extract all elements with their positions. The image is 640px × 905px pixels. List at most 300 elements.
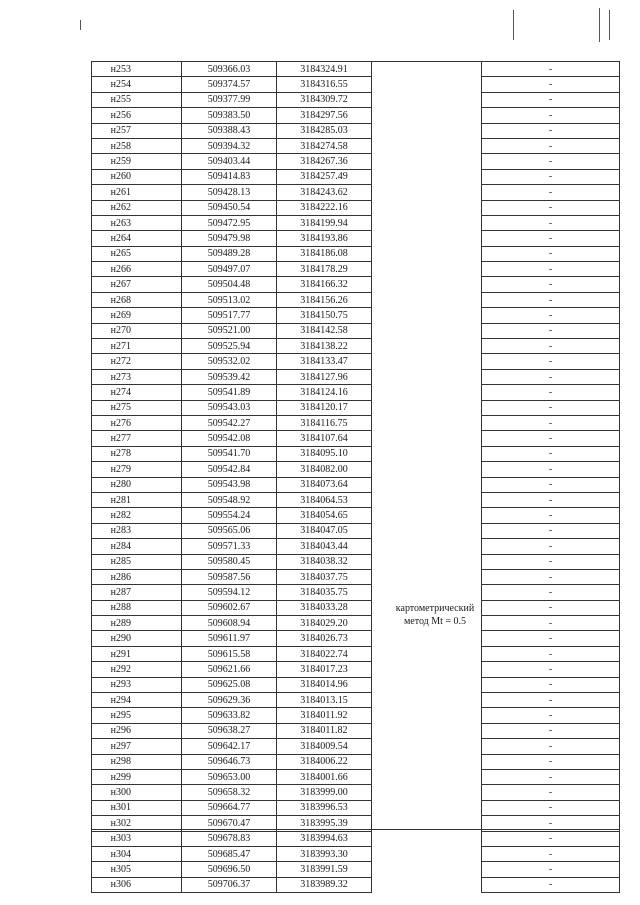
accuracy-cell: - [482,308,620,323]
table-row [92,877,620,892]
point-number-cell: н268 [92,292,182,307]
method-cell [372,354,482,369]
accuracy-cell: - [482,677,620,692]
method-cell [372,846,482,861]
method-cell [372,662,482,677]
method-cell [372,877,482,892]
method-cell [372,200,482,215]
y-coordinate-cell: 3184178.29 [277,262,372,277]
point-number-cell: н281 [92,492,182,507]
y-coordinate-cell: 3184047.05 [277,523,372,538]
x-coordinate-cell: 509670.47 [182,816,277,831]
method-cell [372,693,482,708]
method-cell [372,862,482,877]
method-note-line-2: метод Mt = 0.5 [403,616,467,627]
x-coordinate-cell: 509374.57 [182,77,277,92]
table-row [92,154,620,169]
point-number-cell: н272 [92,354,182,369]
method-cell [372,308,482,323]
table-row [92,339,620,354]
accuracy-cell: - [482,354,620,369]
y-coordinate-cell: 3184073.64 [277,477,372,492]
accuracy-cell: - [482,800,620,815]
point-number-cell: н303 [92,831,182,846]
table-row [92,585,620,600]
y-coordinate-cell: 3184324.91 [277,62,372,77]
method-cell [372,646,482,661]
method-cell [372,277,482,292]
x-coordinate-cell: 509685.47 [182,846,277,861]
x-coordinate-cell: 509479.98 [182,231,277,246]
table-row [92,246,620,261]
x-coordinate-cell: 509541.89 [182,385,277,400]
y-coordinate-cell: 3184026.73 [277,631,372,646]
accuracy-cell: - [482,385,620,400]
scan-mark-left [80,20,81,30]
point-number-cell: н257 [92,123,182,138]
y-coordinate-cell: 3184043.44 [277,539,372,554]
accuracy-cell: - [482,215,620,230]
point-number-cell: н302 [92,816,182,831]
y-coordinate-cell: 3184133.47 [277,354,372,369]
x-coordinate-cell: 509678.83 [182,831,277,846]
point-number-cell: н262 [92,200,182,215]
accuracy-cell: - [482,723,620,738]
point-number-cell: н301 [92,800,182,815]
x-coordinate-cell: 509497.07 [182,262,277,277]
y-coordinate-cell: 3183999.00 [277,785,372,800]
method-cell [372,246,482,261]
accuracy-cell: - [482,877,620,892]
y-coordinate-cell: 3183989.32 [277,877,372,892]
table-row [92,77,620,92]
method-cell [372,385,482,400]
accuracy-cell: - [482,616,620,631]
method-cell [372,723,482,738]
coordinates-table-body [92,62,620,893]
method-cell [372,539,482,554]
x-coordinate-cell: 509696.50 [182,862,277,877]
method-cell [372,769,482,784]
y-coordinate-cell: 3184297.56 [277,108,372,123]
point-number-cell: н292 [92,662,182,677]
y-coordinate-cell: 3184274.58 [277,138,372,153]
table-row [92,846,620,861]
method-cell [372,185,482,200]
x-coordinate-cell: 509539.42 [182,369,277,384]
point-number-cell: н273 [92,369,182,384]
table-row [92,616,620,631]
scan-mark-top-right-2 [599,8,600,42]
x-coordinate-cell: 509642.17 [182,739,277,754]
table-row [92,662,620,677]
point-number-cell: н264 [92,231,182,246]
y-coordinate-cell: 3184309.72 [277,92,372,107]
point-number-cell: н291 [92,646,182,661]
table-row [92,108,620,123]
point-number-cell: н267 [92,277,182,292]
accuracy-cell: - [482,323,620,338]
y-coordinate-cell: 3184017.23 [277,662,372,677]
method-cell [372,400,482,415]
table-row [92,508,620,523]
method-cell [372,292,482,307]
accuracy-cell: - [482,769,620,784]
x-coordinate-cell: 509554.24 [182,508,277,523]
y-coordinate-cell: 3184222.16 [277,200,372,215]
scan-mark-top-right-1 [513,10,514,40]
x-coordinate-cell: 509542.08 [182,431,277,446]
y-coordinate-cell: 3184138.22 [277,339,372,354]
x-coordinate-cell: 509394.32 [182,138,277,153]
x-coordinate-cell: 509377.99 [182,92,277,107]
point-number-cell: н293 [92,677,182,692]
accuracy-cell: - [482,646,620,661]
x-coordinate-cell: 509450.54 [182,200,277,215]
table-row [92,431,620,446]
coordinates-table [91,61,620,893]
accuracy-cell: - [482,816,620,831]
point-number-cell: н259 [92,154,182,169]
x-coordinate-cell: 509541.70 [182,446,277,461]
accuracy-cell: - [482,539,620,554]
x-coordinate-cell: 509517.77 [182,308,277,323]
method-cell [372,446,482,461]
accuracy-cell: - [482,62,620,77]
method-cell [372,92,482,107]
point-number-cell: н299 [92,769,182,784]
accuracy-cell: - [482,662,620,677]
y-coordinate-cell: 3184037.75 [277,569,372,584]
point-number-cell: н305 [92,862,182,877]
x-coordinate-cell: 509548.92 [182,492,277,507]
x-coordinate-cell: 509414.83 [182,169,277,184]
table-row [92,262,620,277]
table-row [92,693,620,708]
table-row [92,169,620,184]
method-cell [372,585,482,600]
y-coordinate-cell: 3184186.08 [277,246,372,261]
table-row [92,92,620,107]
x-coordinate-cell: 509428.13 [182,185,277,200]
accuracy-cell: - [482,262,620,277]
method-cell [372,339,482,354]
x-coordinate-cell: 509543.03 [182,400,277,415]
x-coordinate-cell: 509587.56 [182,569,277,584]
accuracy-cell: - [482,246,620,261]
accuracy-cell: - [482,831,620,846]
y-coordinate-cell: 3184285.03 [277,123,372,138]
point-number-cell: н280 [92,477,182,492]
accuracy-cell: - [482,369,620,384]
x-coordinate-cell: 509543.98 [182,477,277,492]
x-coordinate-cell: 509608.94 [182,616,277,631]
x-coordinate-cell: 509513.02 [182,292,277,307]
point-number-cell: н283 [92,523,182,538]
x-coordinate-cell: 509580.45 [182,554,277,569]
y-coordinate-cell: 3184033.28 [277,600,372,615]
table-row [92,123,620,138]
accuracy-cell: - [482,600,620,615]
y-coordinate-cell: 3183995.39 [277,816,372,831]
accuracy-cell: - [482,277,620,292]
table-row [92,646,620,661]
y-coordinate-cell: 3184150.75 [277,308,372,323]
y-coordinate-cell: 3184006.22 [277,754,372,769]
accuracy-cell: - [482,77,620,92]
table-row [92,292,620,307]
method-cell [372,62,482,77]
method-cell [372,569,482,584]
y-coordinate-cell: 3183993.30 [277,846,372,861]
table-row [92,138,620,153]
method-cell [372,831,482,846]
accuracy-cell: - [482,846,620,861]
accuracy-cell: - [482,400,620,415]
y-coordinate-cell: 3184095.10 [277,446,372,461]
accuracy-cell: - [482,415,620,430]
table-row [92,739,620,754]
accuracy-cell: - [482,739,620,754]
y-coordinate-cell: 3184011.92 [277,708,372,723]
table-row [92,523,620,538]
y-coordinate-cell: 3184116.75 [277,415,372,430]
x-coordinate-cell: 509504.48 [182,277,277,292]
method-cell [372,231,482,246]
table-row [92,754,620,769]
y-coordinate-cell: 3184199.94 [277,215,372,230]
y-coordinate-cell: 3184038.32 [277,554,372,569]
x-coordinate-cell: 509611.97 [182,631,277,646]
table-row [92,200,620,215]
y-coordinate-cell: 3184035.75 [277,585,372,600]
method-cell [372,739,482,754]
x-coordinate-cell: 509664.77 [182,800,277,815]
accuracy-cell: - [482,138,620,153]
table-row [92,215,620,230]
y-coordinate-cell: 3184011.82 [277,723,372,738]
table-row [92,462,620,477]
method-cell [372,77,482,92]
point-number-cell: н260 [92,169,182,184]
accuracy-cell: - [482,585,620,600]
y-coordinate-cell: 3184193.86 [277,231,372,246]
method-cell [372,431,482,446]
table-row [92,769,620,784]
y-coordinate-cell: 3184001.66 [277,769,372,784]
method-cell [372,800,482,815]
point-number-cell: н290 [92,631,182,646]
table-row [92,800,620,815]
x-coordinate-cell: 509625.08 [182,677,277,692]
accuracy-cell: - [482,462,620,477]
table-row [92,308,620,323]
method-cell [372,477,482,492]
point-number-cell: н266 [92,262,182,277]
method-cell [372,754,482,769]
method-cell [372,323,482,338]
point-number-cell: н284 [92,539,182,554]
accuracy-cell: - [482,693,620,708]
accuracy-cell: - [482,708,620,723]
y-coordinate-cell: 3183996.53 [277,800,372,815]
x-coordinate-cell: 509594.12 [182,585,277,600]
accuracy-cell: - [482,785,620,800]
x-coordinate-cell: 509472.95 [182,215,277,230]
x-coordinate-cell: 509383.50 [182,108,277,123]
accuracy-cell: - [482,123,620,138]
accuracy-cell: - [482,154,620,169]
y-coordinate-cell: 3184257.49 [277,169,372,184]
accuracy-cell: - [482,108,620,123]
point-number-cell: н263 [92,215,182,230]
table-row [92,231,620,246]
point-number-cell: н254 [92,77,182,92]
x-coordinate-cell: 509646.73 [182,754,277,769]
y-coordinate-cell: 3184014.96 [277,677,372,692]
x-coordinate-cell: 509633.82 [182,708,277,723]
x-coordinate-cell: 509388.43 [182,123,277,138]
accuracy-cell: - [482,339,620,354]
method-cell [372,123,482,138]
method-note [381,602,489,628]
y-coordinate-cell: 3184156.26 [277,292,372,307]
method-cell [372,677,482,692]
table-row [92,62,620,77]
point-number-cell: н275 [92,400,182,415]
point-number-cell: н289 [92,616,182,631]
x-coordinate-cell: 509621.66 [182,662,277,677]
y-coordinate-cell: 3184316.55 [277,77,372,92]
y-coordinate-cell: 3184166.32 [277,277,372,292]
point-number-cell: н256 [92,108,182,123]
method-cell [372,154,482,169]
method-cell [372,523,482,538]
table-row [92,185,620,200]
y-coordinate-cell: 3184127.96 [277,369,372,384]
table-row [92,862,620,877]
y-coordinate-cell: 3184013.15 [277,693,372,708]
point-number-cell: н300 [92,785,182,800]
point-number-cell: н294 [92,693,182,708]
table-row [92,277,620,292]
table-row [92,600,620,615]
accuracy-cell: - [482,631,620,646]
method-cell [372,708,482,723]
table-row [92,369,620,384]
table-row [92,677,620,692]
y-coordinate-cell: 3184009.54 [277,739,372,754]
method-cell [372,169,482,184]
accuracy-cell: - [482,862,620,877]
table-row [92,723,620,738]
y-coordinate-cell: 3184029.20 [277,616,372,631]
x-coordinate-cell: 509653.00 [182,769,277,784]
accuracy-cell: - [482,446,620,461]
point-number-cell: н287 [92,585,182,600]
method-cell [372,554,482,569]
accuracy-cell: - [482,477,620,492]
table-row [92,554,620,569]
point-number-cell: н297 [92,739,182,754]
y-coordinate-cell: 3184243.62 [277,185,372,200]
point-number-cell: н285 [92,554,182,569]
table-row [92,539,620,554]
scan-mark-top-right-3 [609,10,610,40]
table-row [92,446,620,461]
y-coordinate-cell: 3183991.59 [277,862,372,877]
x-coordinate-cell: 509521.00 [182,323,277,338]
accuracy-cell: - [482,292,620,307]
table-row [92,415,620,430]
y-coordinate-cell: 3184054.65 [277,508,372,523]
method-cell [372,138,482,153]
point-number-cell: н255 [92,92,182,107]
method-cell [372,785,482,800]
table-row [92,477,620,492]
x-coordinate-cell: 509403.44 [182,154,277,169]
accuracy-cell: - [482,492,620,507]
table-row [92,631,620,646]
method-cell [372,108,482,123]
accuracy-cell: - [482,200,620,215]
table-row [92,831,620,846]
accuracy-cell: - [482,185,620,200]
x-coordinate-cell: 509658.32 [182,785,277,800]
point-number-cell: н276 [92,415,182,430]
x-coordinate-cell: 509629.36 [182,693,277,708]
y-coordinate-cell: 3184022.74 [277,646,372,661]
point-number-cell: н279 [92,462,182,477]
method-cell [372,215,482,230]
accuracy-cell: - [482,754,620,769]
table-bottom-border [91,829,619,830]
x-coordinate-cell: 509542.84 [182,462,277,477]
y-coordinate-cell: 3184120.17 [277,400,372,415]
x-coordinate-cell: 509532.02 [182,354,277,369]
point-number-cell: н277 [92,431,182,446]
method-cell [372,369,482,384]
method-cell [372,262,482,277]
accuracy-cell: - [482,554,620,569]
method-cell [372,462,482,477]
table-row [92,385,620,400]
table-row [92,708,620,723]
point-number-cell: н295 [92,708,182,723]
x-coordinate-cell: 509571.33 [182,539,277,554]
point-number-cell: н304 [92,846,182,861]
x-coordinate-cell: 509489.28 [182,246,277,261]
y-coordinate-cell: 3184107.64 [277,431,372,446]
point-number-cell: н278 [92,446,182,461]
y-coordinate-cell: 3184082.00 [277,462,372,477]
y-coordinate-cell: 3184142.58 [277,323,372,338]
accuracy-cell: - [482,231,620,246]
point-number-cell: н253 [92,62,182,77]
point-number-cell: н261 [92,185,182,200]
table-row [92,569,620,584]
y-coordinate-cell: 3183994.63 [277,831,372,846]
method-cell [372,508,482,523]
x-coordinate-cell: 509542.27 [182,415,277,430]
x-coordinate-cell: 509565.06 [182,523,277,538]
table-row [92,354,620,369]
method-cell [372,631,482,646]
point-number-cell: н258 [92,138,182,153]
point-number-cell: н271 [92,339,182,354]
table-row [92,492,620,507]
x-coordinate-cell: 509706.37 [182,877,277,892]
